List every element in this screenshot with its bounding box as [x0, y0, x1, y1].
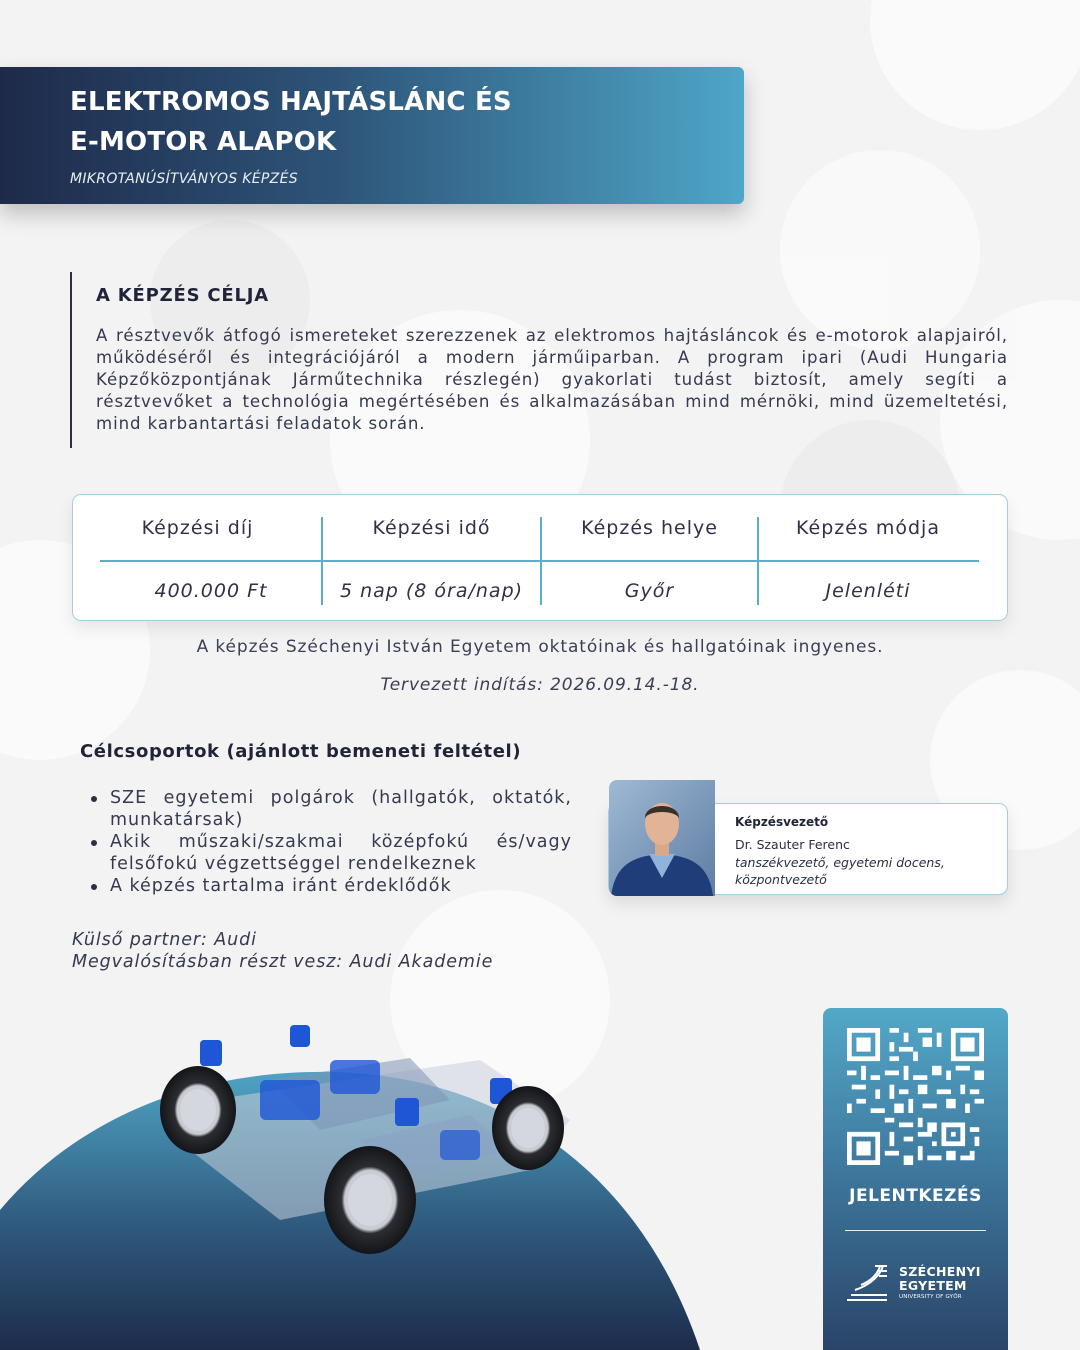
target-groups-title: Célcsoportok (ajánlott bemeneti feltétel)	[80, 741, 522, 762]
page-title-line1: ELEKTROMOS HAJTÁSLÁNC ÉS	[70, 87, 512, 117]
header-fee: Képzési díj	[141, 517, 254, 539]
header-location: Képzés helye	[581, 517, 718, 539]
header-mode: Képzés módja	[796, 517, 940, 539]
qr-code-icon[interactable]	[847, 1028, 984, 1165]
header-banner	[0, 67, 744, 204]
leader-role: Képzésvezető	[735, 815, 829, 829]
university-logo	[845, 1264, 990, 1304]
target-groups-list	[88, 787, 572, 897]
list-item: A képzés tartalma iránt érdeklődők	[88, 875, 572, 897]
list-item: Akik műszaki/szakmai középfokú és/vagy felsőfokú végzettséggel rendelkeznek	[88, 831, 572, 875]
goal-heading: A KÉPZÉS CÉLJA	[96, 285, 270, 306]
partner-line: Külső partner: Audi	[72, 930, 257, 950]
page-title-line2: E-MOTOR ALAPOK	[70, 127, 337, 157]
page-subtitle: MIKROTANÚSÍTVÁNYOS KÉPZÉS	[70, 171, 298, 187]
leader-photo	[609, 780, 715, 896]
header-duration: Képzési idő	[372, 517, 491, 539]
logo-line3: UNIVERSITY OF GYŐR	[899, 1294, 962, 1300]
goal-text: A résztvevők átfogó ismereteket szerezzenek az elektromos hajtásláncok és e-motorok alapjairól, működéséről és integrációjáról a modern járműiparban. A program ipari (Audi Hungaria Képzőközpontjának Járműtechnika részlegén) gyakorlati tudást biztosít, amely segíti a résztvevőket a technológia megértésében és alkalmazásában mind mérnöki, mind üzemeltetési, mind karbantartási feladatok során.	[96, 326, 1008, 433]
registration-panel[interactable]	[823, 1008, 1008, 1350]
value-fee: 400.000 Ft	[154, 580, 268, 602]
leader-name: Dr. Szauter Ferenc	[735, 837, 850, 852]
university-logo-icon	[845, 1264, 889, 1302]
logo-line2: EGYETEM	[899, 1278, 967, 1293]
registration-label[interactable]: JELENTKEZÉS	[849, 1186, 982, 1206]
partner-line: Megvalósításban részt vesz: Audi Akademie	[72, 952, 494, 972]
value-mode: Jelenléti	[825, 580, 911, 602]
value-location: Győr	[624, 580, 675, 602]
ev-chassis-image	[150, 1020, 590, 1260]
info-table	[72, 494, 1008, 621]
goal-section	[70, 272, 1008, 448]
value-duration: 5 nap (8 óra/nap)	[339, 580, 524, 602]
leader-position: tanszékvezető, egyetemi docens, központvezető	[735, 855, 945, 887]
logo-line1: SZÉCHENYI	[899, 1264, 981, 1279]
list-item: SZE egyetemi polgárok (hallgatók, oktatók, munkatársak)	[88, 787, 572, 831]
leader-card	[608, 803, 1008, 895]
divider	[845, 1230, 986, 1231]
partner-info	[72, 929, 493, 973]
free-note: A képzés Széchenyi István Egyetem oktatóinak és hallgatóinak ingyenes.	[196, 637, 884, 657]
start-date: Tervezett indítás: 2026.09.14.-18.	[380, 675, 700, 695]
